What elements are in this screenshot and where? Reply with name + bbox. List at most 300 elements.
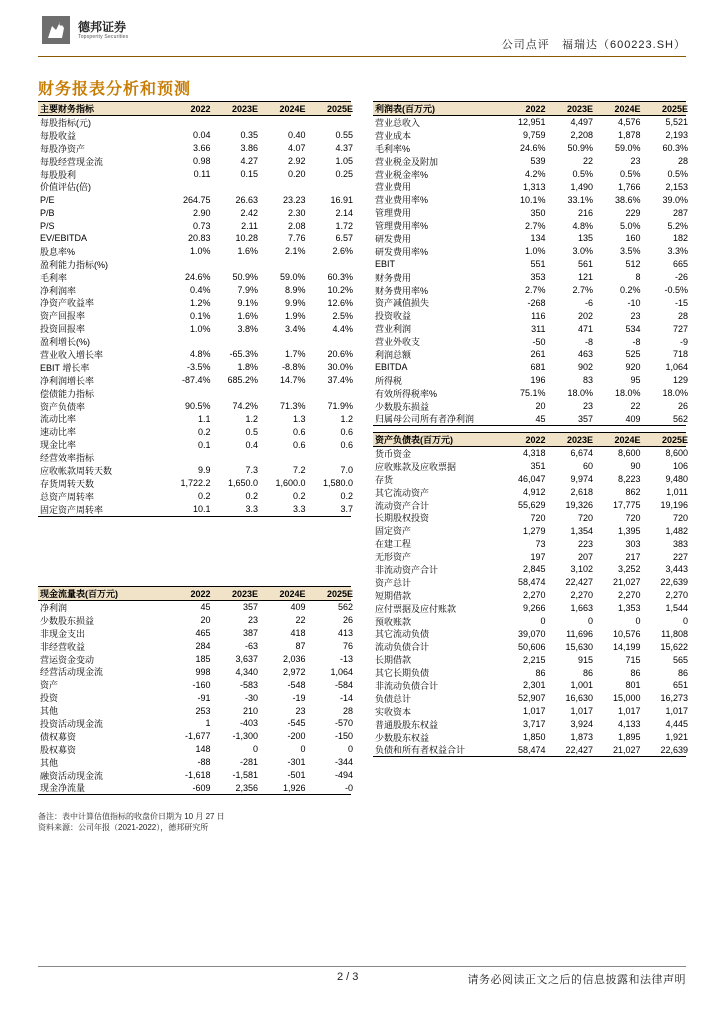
cell-value: 59.0% — [279, 272, 306, 283]
cell-value: 55,629 — [517, 500, 546, 510]
table-row — [373, 602, 686, 615]
cell-value: 565 — [672, 654, 688, 665]
column-header: 2022 — [525, 103, 546, 114]
cell-value: 1.0% — [524, 246, 546, 257]
row-label: 少数股东权益 — [375, 732, 430, 743]
cell-value: 0 — [635, 616, 641, 627]
cell-value: 10.2% — [327, 285, 353, 296]
table-row — [38, 691, 351, 704]
note-source: 资料来源：公司年报（2021-2022），德邦研究所 — [38, 823, 209, 832]
page-number: 2 / 3 — [337, 971, 359, 983]
table-row — [373, 743, 686, 756]
section-title: 财务报表分析和预测 — [38, 81, 192, 98]
cell-value: 7.76 — [287, 233, 306, 244]
cell-value: 202 — [577, 310, 593, 321]
table-row — [38, 451, 351, 464]
cell-value: 216 — [577, 207, 593, 218]
row-label: 研发费用率% — [375, 246, 429, 257]
cell-value: 1,600.0 — [275, 478, 306, 489]
row-label: 每股收益 — [40, 130, 77, 141]
table-row — [38, 232, 351, 245]
cell-value: 4,340 — [235, 666, 258, 677]
row-label: 流动负债合计 — [375, 642, 430, 653]
column-header: 2024E — [279, 103, 306, 114]
table-row — [38, 245, 351, 258]
row-label: 投资回报率 — [40, 324, 86, 335]
table-row — [373, 374, 686, 387]
balance-sheet-table — [373, 432, 686, 757]
cell-value: 1,017 — [617, 706, 641, 717]
cell-value: 1,011 — [666, 487, 688, 498]
cell-value: -268 — [527, 297, 546, 308]
table-row — [373, 387, 686, 400]
row-label: 负债和所有者权益合计 — [375, 745, 466, 756]
row-label: 资产 — [40, 680, 59, 691]
cell-value: -301 — [287, 757, 306, 768]
cell-value: 2,972 — [282, 666, 306, 677]
table-row — [38, 296, 351, 309]
cell-value: 1.1 — [197, 413, 211, 424]
row-label: 净利润 — [40, 602, 68, 613]
cell-value: 76 — [342, 641, 353, 652]
cell-value: -160 — [192, 679, 211, 690]
row-label: 每股股利 — [40, 169, 77, 180]
cell-value: 525 — [625, 349, 641, 360]
cell-value: -150 — [334, 731, 353, 742]
cell-value: 22,639 — [660, 744, 688, 755]
cell-value: 20 — [200, 615, 211, 626]
cell-value: -63 — [244, 641, 258, 652]
table-header — [373, 432, 686, 447]
column-header: 2025E — [661, 103, 688, 114]
column-header: 2023E — [566, 434, 593, 445]
cell-value: 38.6% — [614, 194, 641, 205]
cell-value: 135 — [577, 233, 593, 244]
cell-value: 1,850 — [522, 732, 546, 743]
table-row — [373, 322, 686, 335]
cell-value: 50.9% — [232, 272, 258, 283]
row-label: P/E — [40, 194, 55, 205]
cell-value: 1,064 — [665, 362, 688, 373]
cell-value: 30.0% — [327, 362, 353, 373]
cell-value: 45 — [200, 602, 211, 613]
table-row — [373, 155, 686, 168]
cell-value: 534 — [625, 323, 641, 334]
row-label: 每股净资产 — [40, 143, 86, 154]
cell-value: 4,497 — [570, 117, 593, 128]
cell-value: 1 — [205, 718, 211, 729]
table-row — [373, 335, 686, 348]
cell-value: 1,001 — [570, 680, 593, 691]
cell-value: 0.2% — [619, 285, 641, 296]
row-label: 存货 — [375, 474, 394, 485]
cell-value: 0.20 — [287, 169, 306, 179]
cell-value: 720 — [625, 512, 641, 523]
cell-value: 20.83 — [187, 233, 211, 244]
cell-value: 59.0% — [614, 143, 641, 154]
cell-value: 9.1% — [237, 297, 258, 308]
cell-value: 12,951 — [517, 117, 546, 128]
table-row — [38, 361, 351, 374]
notes-block — [38, 811, 225, 833]
cell-value: 0.2 — [245, 491, 258, 502]
cell-value: 210 — [242, 705, 258, 716]
row-label: 净利润率 — [40, 285, 77, 296]
cell-value: 562 — [672, 413, 688, 424]
cell-value: 0.73 — [192, 220, 211, 231]
table-row — [38, 412, 351, 425]
row-label: 其他 — [40, 757, 59, 768]
row-label: 其他 — [40, 706, 59, 717]
row-label: 其它流动资产 — [375, 487, 430, 498]
table-row — [38, 374, 351, 387]
cell-value: 8,600 — [665, 448, 688, 459]
cell-value: 37.4% — [327, 375, 353, 386]
row-label: 债权募资 — [40, 731, 77, 742]
cell-value: -19 — [292, 692, 306, 703]
cell-value: 0.55 — [335, 130, 353, 141]
cell-value: 0.5% — [572, 169, 593, 179]
cell-value: -10 — [627, 297, 641, 308]
cell-value: -545 — [287, 718, 306, 729]
cell-value: 9,759 — [522, 130, 546, 141]
cell-value: -8 — [584, 336, 593, 347]
cell-value: -1,581 — [232, 770, 258, 781]
row-label: 资产回报率 — [40, 311, 86, 322]
cell-value: 409 — [625, 413, 641, 424]
row-label: 管理费用 — [375, 208, 412, 219]
cell-value: 6,674 — [570, 448, 593, 459]
row-label: 资产减值损失 — [375, 298, 430, 309]
table-row — [373, 718, 686, 731]
table-row — [38, 168, 351, 181]
cell-value: 727 — [672, 323, 688, 334]
row-label: 营运资金变动 — [40, 654, 95, 665]
cell-value: 18.0% — [662, 388, 688, 399]
table-row — [38, 348, 351, 361]
cell-value: 3,252 — [617, 564, 641, 575]
cell-value: 0 — [587, 616, 593, 627]
cell-value: 15,630 — [565, 641, 593, 652]
cell-value: 2.90 — [192, 207, 211, 218]
cell-value: -88 — [197, 757, 211, 768]
cell-value: 0.11 — [193, 169, 211, 179]
cell-value: -1,618 — [184, 770, 211, 781]
cell-value: 1.2% — [189, 297, 211, 308]
table-row — [373, 232, 686, 245]
row-label: 长期股权投资 — [375, 513, 430, 524]
row-label: 有效所得税率% — [375, 388, 438, 399]
table-row — [373, 615, 686, 628]
cell-value: 0.6 — [292, 439, 306, 450]
cell-value: 20 — [535, 401, 546, 412]
cell-value: 0 — [347, 744, 353, 755]
cell-value: 261 — [530, 349, 546, 360]
table-row — [38, 438, 351, 451]
cell-value: 87 — [295, 641, 306, 652]
table-row — [38, 717, 351, 730]
cell-value: -15 — [674, 297, 688, 308]
row-label: 净利润增长率 — [40, 375, 95, 386]
cell-value: 39,070 — [517, 628, 546, 639]
cell-value: 3.5% — [619, 246, 641, 257]
table-bottom-rule — [38, 794, 351, 795]
cell-value: 52,907 — [517, 693, 546, 704]
cell-value: 134 — [530, 233, 546, 244]
cell-value: -1,677 — [184, 731, 211, 742]
row-label: 净资产收益率 — [40, 298, 95, 309]
cell-value: 8 — [635, 272, 641, 283]
cell-value: 229 — [625, 207, 641, 218]
cell-value: 2,215 — [522, 654, 546, 665]
table-header — [38, 101, 351, 116]
row-label: 研发费用 — [375, 233, 412, 244]
cell-value: 0.25 — [335, 169, 353, 179]
cell-value: 1,580.0 — [322, 478, 353, 489]
cell-value: 3,102 — [570, 564, 593, 575]
cell-value: 12.6% — [327, 297, 353, 308]
cell-value: 3,443 — [665, 564, 688, 575]
row-label: 应收账款及应收票据 — [375, 461, 457, 472]
cell-value: 681 — [530, 362, 546, 373]
cell-value: 1.2 — [245, 413, 258, 424]
cell-value: 1.0% — [189, 246, 211, 257]
cell-value: 73 — [535, 538, 546, 549]
table-row — [373, 129, 686, 142]
cell-value: 311 — [531, 323, 546, 334]
row-label: 盈利增长(%) — [40, 337, 90, 348]
table-row — [38, 387, 351, 400]
cell-value: 9.9 — [197, 465, 211, 476]
table-row — [38, 678, 351, 691]
table-row — [373, 168, 686, 181]
table-header — [373, 101, 686, 116]
table-row — [373, 193, 686, 206]
table-row — [373, 666, 686, 679]
cell-value: 3.66 — [192, 143, 211, 154]
table-row — [373, 447, 686, 460]
cell-value: 197 — [530, 551, 546, 562]
cell-value: 9,266 — [522, 603, 546, 614]
cell-value: 1.9% — [284, 310, 306, 321]
table-row — [38, 477, 351, 490]
row-label: 股权募资 — [40, 744, 77, 755]
row-label: 应收帐款周转天数 — [40, 466, 113, 476]
row-label: 货币资金 — [375, 448, 412, 459]
table-bottom-rule — [373, 425, 686, 426]
table-row — [373, 296, 686, 309]
table-row — [38, 653, 351, 666]
column-header: 2024E — [614, 434, 641, 445]
row-label: P/S — [40, 220, 55, 231]
footer-divider — [38, 966, 686, 967]
table-row — [38, 756, 351, 769]
cell-value: 1.2 — [340, 413, 353, 424]
cell-value: 801 — [625, 680, 641, 691]
cell-value: 0.2 — [197, 426, 211, 437]
column-header: 2022 — [190, 588, 211, 599]
cell-value: 8.9% — [284, 285, 306, 296]
cell-value: 90.5% — [184, 401, 211, 412]
cell-value: -494 — [334, 770, 353, 781]
table-title: 主要财务指标 — [40, 104, 95, 114]
row-label: 存货周转天数 — [40, 478, 95, 489]
cell-value: -501 — [287, 770, 306, 781]
cell-value: 14,199 — [612, 641, 641, 652]
cell-value: 60.3% — [662, 143, 688, 154]
row-label: 现金比率 — [40, 440, 77, 451]
table-row — [373, 550, 686, 563]
row-label: 每股经营现金流 — [40, 156, 104, 167]
cell-value: 24.6% — [519, 143, 546, 154]
cell-value: 253 — [195, 705, 211, 716]
row-label: 管理费用率% — [375, 221, 429, 232]
cell-value: -403 — [239, 718, 258, 729]
cell-value: 0.6 — [340, 439, 353, 450]
cell-value: 74.2% — [232, 401, 258, 412]
cell-value: 2,301 — [522, 680, 546, 691]
table-row — [373, 219, 686, 232]
table-row — [373, 563, 686, 576]
row-label: 股息率% — [40, 246, 76, 257]
cell-value: 284 — [195, 641, 211, 652]
doc-type: 公司点评 — [501, 39, 550, 51]
cell-value: 71.3% — [279, 401, 306, 412]
cell-value: -26 — [674, 272, 688, 283]
cell-value: 685.2% — [227, 375, 258, 386]
cell-value: 58,474 — [517, 577, 546, 588]
table-row — [373, 361, 686, 374]
cell-value: 0 — [540, 616, 546, 627]
note-closing-date: 备注：表中计算估值指标的收盘价日期为 10 月 27 日 — [38, 812, 225, 821]
main-indicators-table — [38, 101, 351, 517]
cell-value: 8,223 — [617, 474, 641, 485]
cell-value: 1,482 — [665, 525, 688, 536]
table-row — [373, 511, 686, 524]
table-row — [38, 627, 351, 640]
cell-value: 4.07 — [287, 143, 306, 154]
cell-value: 715 — [625, 654, 641, 665]
cell-value: 920 — [625, 362, 641, 373]
row-label: 其它流动负债 — [375, 629, 430, 640]
cell-value: 10.28 — [235, 233, 258, 244]
table-row — [38, 258, 351, 271]
row-label: 偿债能力指标 — [40, 388, 95, 399]
cell-value: 7.3 — [245, 465, 258, 476]
table-row — [373, 679, 686, 692]
cell-value: 2,618 — [570, 487, 593, 498]
cell-value: 4.8% — [189, 349, 211, 360]
cell-value: 357 — [242, 602, 258, 613]
cell-value: 5.2% — [667, 220, 688, 231]
row-label: 盈利能力指标(%) — [40, 259, 108, 270]
cell-value: 1,064 — [330, 666, 353, 677]
cell-value: 20.6% — [327, 349, 353, 360]
cell-value: 1,895 — [617, 732, 641, 743]
row-label: 总资产周转率 — [40, 491, 95, 502]
cell-value: 0.15 — [240, 169, 258, 179]
cell-value: 207 — [577, 551, 593, 562]
cell-value: 0.6 — [292, 426, 306, 437]
cell-value: 287 — [672, 207, 688, 218]
row-label: 经营效率指标 — [40, 453, 95, 464]
cell-value: 18.0% — [567, 388, 593, 399]
cell-value: -30 — [244, 692, 258, 703]
cell-value: 862 — [625, 487, 641, 498]
cell-value: 58,474 — [517, 744, 546, 755]
table-row — [38, 193, 351, 206]
cell-value: -65.3% — [229, 349, 258, 360]
cell-value: 217 — [625, 551, 641, 562]
cell-value: 86 — [535, 667, 546, 678]
cell-value: 0.04 — [192, 130, 211, 141]
income-statement-table — [373, 101, 686, 426]
cell-value: 0.1% — [189, 310, 211, 321]
cell-value: 4,318 — [522, 448, 546, 459]
cell-value: 3.3% — [667, 246, 688, 257]
cell-value: -9 — [679, 336, 688, 347]
cell-value: 720 — [530, 512, 546, 523]
cell-value: 227 — [672, 551, 688, 562]
cell-value: 39.0% — [662, 194, 688, 205]
cell-value: 60 — [582, 461, 593, 472]
cell-value: 2,270 — [570, 590, 593, 601]
row-label: 营业税金率% — [375, 169, 429, 180]
cell-value: 22,427 — [565, 577, 593, 588]
cell-value: 23 — [630, 310, 641, 321]
disclaimer: 请务必阅读正文之后的信息披露和法律声明 — [467, 974, 686, 986]
row-label: 负债总计 — [375, 693, 412, 704]
table-row — [38, 400, 351, 413]
cell-value: 1,722.2 — [180, 478, 211, 489]
cell-value: 720 — [672, 512, 688, 523]
table-row — [38, 219, 351, 232]
cell-value: -3.5% — [186, 362, 211, 373]
cell-value: 0.2 — [340, 491, 353, 502]
cell-value: 1,873 — [570, 732, 593, 743]
table-row — [38, 322, 351, 335]
cell-value: 4,912 — [522, 487, 546, 498]
company-name: 福瑞达（600223.SH） — [561, 39, 686, 51]
table-row — [38, 180, 351, 193]
row-label: 利润总额 — [375, 349, 412, 360]
cell-value: 2.5% — [332, 310, 353, 321]
cell-value: 16.91 — [330, 194, 353, 205]
row-label: 固定资产周转率 — [40, 504, 104, 515]
table-row — [38, 425, 351, 438]
cell-value: 26 — [677, 401, 688, 412]
cell-value: 2.6% — [332, 246, 353, 257]
row-label: 投资 — [40, 693, 59, 704]
cell-value: 2.14 — [335, 207, 353, 218]
cell-value: 3.0% — [572, 246, 593, 257]
cell-value: 1,921 — [665, 732, 688, 743]
cell-value: 463 — [577, 349, 593, 360]
table-title: 利润表(百万元) — [375, 104, 435, 114]
cell-value: 665 — [672, 259, 688, 270]
cell-value: 1.72 — [335, 220, 353, 231]
row-label: 每股指标(元) — [40, 117, 91, 128]
row-label: 非流动负债合计 — [375, 680, 439, 691]
cell-value: -91 — [197, 692, 211, 703]
cell-value: -0 — [344, 782, 353, 793]
table-row — [38, 743, 351, 756]
cell-value: -87.4% — [181, 375, 211, 386]
cell-value: 0.40 — [287, 130, 306, 141]
table-row — [373, 627, 686, 640]
row-label: 普通股股东权益 — [375, 719, 439, 730]
row-label: 速动比率 — [40, 427, 77, 438]
